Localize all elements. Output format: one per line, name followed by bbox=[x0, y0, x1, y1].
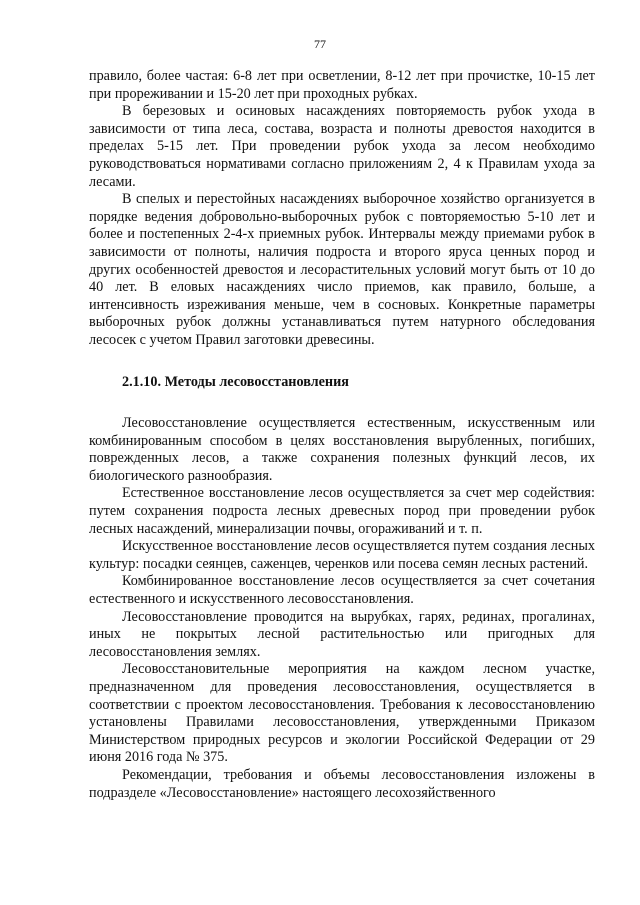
document-body bbox=[89, 68, 595, 802]
paragraph-regeneration-project: Лесовосстановительные мероприятия на каждом лесном участке, предназначенном для проведения лесовосстановления, осуществляется в соответствии с проектом лесовосстановления. Требования к лесовосстановлению установлены Правилами лесовосстановления, утвержденными Приказом Министерством природных ресурсов и экологии Российской Федерации от 29 июня 2016 года № 375. bbox=[89, 661, 595, 766]
paragraph-continuation: правило, более частая: 6-8 лет при осветлении, 8-12 лет при прочистке, 10-15 лет при прореживании и 15-20 лет при проходных рубках. bbox=[89, 68, 595, 102]
paragraph-natural-regeneration: Естественное восстановление лесов осуществляется за счет мер содействия: путем сохранения подроста лесных древесных пород при проведении рубок лесных насаждений, минерализации почвы, огораживаний и т. п. bbox=[89, 485, 595, 537]
paragraph-reforestation-methods: Лесовосстановление осуществляется естественным, искусственным или комбинированным способом в целях восстановления вырубленных, погибших, поврежденных лесов, а также сохранения полезных функций лесов, их биологического разнообразия. bbox=[89, 415, 595, 484]
paragraph-selective-felling: В спелых и перестойных насаждениях выборочное хозяйство организуется в порядке ведения добровольно-выборочных рубок с повторяемостью 5-10 лет и более и постепенных 2-4-х приемных рубок. Интервалы между приемами рубок в зависимости от полноты, наличия подроста и второго яруса ценных пород и других особенностей древостоя и лесорастительных условий могут быть от 10 до 40 лет. В еловых насаждениях число приемов, как правило, больше, а интенсивность изреживания меньше, чем в сосновых. Конкретные параметры выборочных рубок должны устанавливаться путем натурного обследования лесосек с учетом Правил заготовки древесины. bbox=[89, 191, 595, 348]
paragraph-regeneration-sites: Лесовосстановление проводится на вырубках, гарях, рединах, прогалинах, иных не покрытых лесной растительностью или пригодных для лесовосстановления землях. bbox=[89, 608, 595, 660]
paragraph-combined-regeneration: Комбинированное восстановление лесов осуществляется за счет сочетания естественного и искусственного лесовосстановления. bbox=[89, 573, 595, 608]
page-number: 77 bbox=[314, 37, 326, 51]
section-heading: 2.1.10. Методы лесовосстановления bbox=[122, 373, 349, 390]
paragraph-birch-aspen: В березовых и осиновых насаждениях повторяемость рубок ухода в зависимости от типа леса, состава, возраста и полноты древостоя находится в пределах 5-15 лет. При проведении рубок ухода за лесом необходимо руководствоваться нормативами согласно приложениям 2, 4 к Правилам ухода за лесами. bbox=[89, 103, 595, 190]
paragraph-recommendations: Рекомендации, требования и объемы лесовосстановления изложены в подразделе «Лесовосстановление» настоящего лесохозяйственного bbox=[89, 766, 595, 801]
paragraph-artificial-regeneration: Искусственное восстановление лесов осуществляется путем создания лесных культур: посадки сеянцев, саженцев, черенков или посева семян лесных растений. bbox=[89, 538, 595, 572]
